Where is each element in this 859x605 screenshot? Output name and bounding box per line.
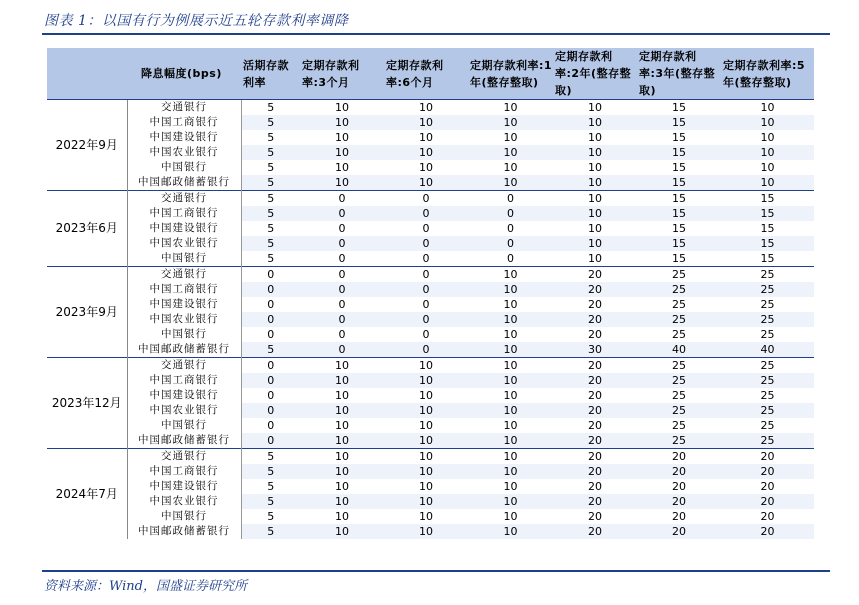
rate-cut-value: 10: [335, 480, 349, 493]
rate-cut-value: 20: [588, 389, 602, 402]
rate-cut-value: 0: [338, 298, 346, 311]
rate-cut-value: 0: [267, 419, 275, 432]
table-row: [47, 191, 814, 207]
table-row: [47, 130, 814, 145]
rate-cut-value: 0: [267, 389, 275, 402]
bank-cell: 中国邮政储蓄银行: [127, 175, 241, 191]
header-cell: 定期存款利率:3年(整存整取): [637, 48, 721, 100]
rate-cut-value: 10: [300, 464, 384, 479]
rate-cut-value: 0: [384, 342, 468, 358]
bank-cell: 中国农业银行: [127, 145, 241, 160]
rate-cut-value: 10: [553, 175, 637, 191]
rate-cut-value: 0: [300, 342, 384, 358]
bank-cell: 中国农业银行: [127, 403, 241, 418]
rate-cut-value: 0: [300, 312, 384, 327]
table-row: [47, 221, 814, 236]
rate-cut-value: 25: [637, 433, 721, 449]
rate-cut-value: 0: [422, 328, 430, 341]
rate-cut-value: 10: [503, 328, 518, 341]
rate-cut-value: 5: [241, 175, 300, 191]
rate-cut-value: 10: [553, 115, 637, 130]
bottom-rule: [42, 570, 830, 572]
rate-cut-value: 5: [267, 252, 275, 265]
rate-cut-value: 10: [419, 101, 433, 114]
rate-cut-value: 0: [300, 191, 384, 207]
rate-cut-value: 5: [267, 161, 275, 174]
rate-cut-value: 10: [721, 145, 814, 160]
rate-cut-value: 10: [384, 358, 468, 374]
rate-cut-value: 5: [241, 342, 300, 358]
rate-cut-value: 10: [300, 494, 384, 509]
table-row: [47, 464, 814, 479]
bank-cell: 交通银行: [127, 358, 241, 374]
rate-cut-value: 0: [241, 358, 300, 374]
table-row: [47, 433, 814, 449]
bank-cell: 交通银行: [127, 267, 241, 283]
bank-cell: 中国银行: [127, 251, 241, 267]
header-cell: 定期存款利率:5年(整存整取): [721, 48, 814, 100]
bank-cell: 中国建设银行: [127, 297, 241, 312]
rate-cut-value: 25: [760, 298, 775, 311]
table-row: [47, 236, 814, 251]
rate-cut-value: 10: [468, 282, 553, 297]
table-row: [47, 358, 814, 374]
rate-cut-value: 0: [267, 298, 275, 311]
bank-cell: 中国农业银行: [127, 236, 241, 251]
bank-cell: 中国邮政储蓄银行: [127, 342, 241, 358]
rate-cut-value: 0: [300, 267, 384, 283]
rate-cut-value: 15: [760, 222, 775, 235]
table-row: [47, 206, 814, 221]
rate-cut-value: 0: [300, 282, 384, 297]
rate-cut-value: 15: [637, 175, 721, 191]
rate-cut-value: 20: [553, 267, 637, 283]
rate-cut-value: 10: [384, 175, 468, 191]
table-row: [47, 509, 814, 524]
rate-cut-value: 5: [241, 449, 300, 465]
table-row: [47, 312, 814, 327]
bank-cell: 中国银行: [127, 327, 241, 342]
rate-cut-value: 10: [335, 101, 349, 114]
rate-cut-value: 0: [384, 282, 468, 297]
rate-cut-value: 0: [422, 222, 430, 235]
rate-cut-value: 5: [241, 236, 300, 251]
rate-cut-value: 10: [384, 494, 468, 509]
bank-cell: 交通银行: [127, 449, 241, 465]
rate-cut-value: 0: [300, 236, 384, 251]
rate-cut-value: 10: [419, 161, 433, 174]
bank-cell: 中国农业银行: [127, 312, 241, 327]
rate-cut-value: 0: [241, 312, 300, 327]
rate-cut-value: 5: [267, 131, 275, 144]
table-header-row: [47, 48, 814, 100]
rate-cut-value: 10: [553, 236, 637, 251]
rate-cut-value: 10: [384, 403, 468, 418]
rate-cut-value: 15: [672, 252, 686, 265]
rate-cut-value: 20: [637, 449, 721, 465]
period-cell: 2022年9月: [47, 100, 127, 191]
bank-cell: 中国农业银行: [127, 494, 241, 509]
rate-cut-value: 15: [637, 115, 721, 130]
rate-cut-value: 10: [335, 510, 349, 523]
rate-cut-value: 5: [267, 510, 275, 523]
rate-cut-value: 10: [468, 358, 553, 374]
rate-cut-value: 10: [419, 480, 433, 493]
rate-cut-value: 10: [384, 145, 468, 160]
rate-cut-value: 10: [588, 101, 602, 114]
table-row: [47, 145, 814, 160]
rate-cut-value: 20: [553, 464, 637, 479]
rate-cut-value: 10: [468, 449, 553, 465]
rate-cut-value: 10: [588, 222, 602, 235]
rate-cut-value: 20: [553, 312, 637, 327]
rate-cut-value: 20: [553, 373, 637, 388]
rate-cut-value: 0: [338, 222, 346, 235]
bank-cell: 中国建设银行: [127, 388, 241, 403]
table-row: [47, 449, 814, 465]
table-row: [47, 115, 814, 130]
rate-cut-value: 10: [419, 131, 433, 144]
bank-cell: 中国工商银行: [127, 115, 241, 130]
rate-cut-value: 10: [503, 389, 518, 402]
rate-cut-value: 10: [721, 175, 814, 191]
bank-cell: 交通银行: [127, 100, 241, 116]
rate-cut-value: 5: [241, 191, 300, 207]
rate-cut-value: 0: [338, 252, 346, 265]
source-note: 资料来源：Wind，国盛证券研究所: [44, 579, 247, 594]
table-row: [47, 100, 814, 116]
rate-cut-value: 15: [760, 252, 775, 265]
rate-cut-value: 25: [637, 267, 721, 283]
header-cell: 定期存款利率:6个月: [384, 48, 468, 100]
rate-cut-value: 15: [672, 131, 686, 144]
rate-cut-value: 10: [335, 161, 349, 174]
rate-cut-value: 0: [241, 373, 300, 388]
rate-cut-value: 25: [721, 267, 814, 283]
rate-cut-value: 10: [553, 145, 637, 160]
rate-cut-value: 15: [721, 206, 814, 221]
table-row: [47, 160, 814, 175]
rate-cut-value: 25: [637, 403, 721, 418]
table-row: [47, 418, 814, 433]
rate-cut-value: 10: [468, 312, 553, 327]
rate-cut-value: 25: [721, 282, 814, 297]
bank-cell: 中国建设银行: [127, 479, 241, 494]
rate-cut-value: 25: [637, 358, 721, 374]
header-cell: 定期存款利率:2年(整存整取): [553, 48, 637, 100]
rate-cut-value: 10: [468, 494, 553, 509]
rate-cut-value: 10: [384, 449, 468, 465]
header-cell: [47, 48, 127, 100]
rate-cut-value: 10: [503, 298, 518, 311]
figure-title: 图表 1：以国有行为例展示近五轮存款利率调降: [44, 13, 349, 29]
rate-cut-value: 20: [637, 524, 721, 539]
rate-cut-value: 20: [588, 419, 602, 432]
bank-cell: 交通银行: [127, 191, 241, 207]
rate-cut-value: 25: [721, 433, 814, 449]
rate-cut-value: 10: [553, 191, 637, 207]
rate-cut-value: 5: [241, 524, 300, 539]
bank-cell: 中国工商银行: [127, 282, 241, 297]
bank-cell: 中国邮政储蓄银行: [127, 433, 241, 449]
rate-cut-value: 10: [335, 389, 349, 402]
rate-cut-value: 10: [721, 115, 814, 130]
rate-cut-value: 10: [503, 161, 518, 174]
rate-cut-value: 10: [384, 464, 468, 479]
rate-cut-value: 10: [300, 373, 384, 388]
table-row: [47, 388, 814, 403]
rate-cut-value: 10: [468, 145, 553, 160]
table-row: [47, 251, 814, 267]
rate-cut-value: 5: [241, 464, 300, 479]
header-cell: 活期存款利率: [241, 48, 300, 100]
rate-cut-value: 5: [241, 115, 300, 130]
rate-cut-value: 10: [503, 131, 518, 144]
rate-cut-value: 0: [241, 403, 300, 418]
rate-cut-value: 25: [721, 358, 814, 374]
rate-cut-value: 30: [553, 342, 637, 358]
rate-cut-value: 25: [721, 373, 814, 388]
table-row: [47, 494, 814, 509]
rate-cut-value: 10: [419, 510, 433, 523]
rate-cut-value: 10: [300, 403, 384, 418]
rate-cut-value: 0: [507, 252, 514, 265]
period-cell: 2023年9月: [47, 267, 127, 358]
rate-cut-value: 0: [384, 267, 468, 283]
table-row: [47, 282, 814, 297]
rate-cut-value: 10: [503, 419, 518, 432]
rate-cut-value: 10: [503, 510, 518, 523]
table-row: [47, 297, 814, 312]
rate-cut-value: 25: [672, 328, 686, 341]
period-cell: 2023年6月: [47, 191, 127, 267]
rate-cut-value: 20: [553, 449, 637, 465]
rate-cut-value: 10: [503, 480, 518, 493]
rate-cut-value: 20: [721, 449, 814, 465]
table-row: [47, 342, 814, 358]
rate-cut-value: 20: [637, 464, 721, 479]
rate-cut-value: 20: [588, 510, 602, 523]
rate-cut-value: 0: [422, 252, 430, 265]
rate-cut-value: 10: [760, 101, 775, 114]
rate-cut-value: 25: [672, 419, 686, 432]
rate-cut-value: 20: [721, 524, 814, 539]
bank-cell: 中国银行: [127, 418, 241, 433]
rate-cut-value: 20: [553, 433, 637, 449]
rate-cut-value: 0: [384, 206, 468, 221]
rate-cut-value: 20: [760, 510, 775, 523]
rate-cut-value: 0: [507, 222, 514, 235]
rate-cut-value: 10: [468, 267, 553, 283]
bank-cell: 中国邮政储蓄银行: [127, 524, 241, 539]
table-row: [47, 403, 814, 418]
rate-cut-value: 40: [721, 342, 814, 358]
rate-cut-value: 10: [588, 161, 602, 174]
rate-cut-value: 10: [384, 115, 468, 130]
rate-cut-value: 25: [637, 282, 721, 297]
rate-cut-value: 5: [241, 206, 300, 221]
rate-cut-value: 15: [637, 236, 721, 251]
rate-cut-value: 0: [384, 236, 468, 251]
rate-cut-value: 10: [300, 358, 384, 374]
rate-cut-value: 20: [672, 480, 686, 493]
bank-cell: 中国工商银行: [127, 373, 241, 388]
rate-cut-value: 0: [468, 236, 553, 251]
table-row: [47, 373, 814, 388]
rate-cut-value: 0: [468, 191, 553, 207]
table-row: [47, 479, 814, 494]
rate-cut-value: 0: [422, 298, 430, 311]
rate-cut-value: 10: [468, 342, 553, 358]
rate-cut-value: 0: [468, 206, 553, 221]
rate-cut-value: 0: [338, 328, 346, 341]
bank-cell: 中国建设银行: [127, 221, 241, 236]
table-row: [47, 327, 814, 342]
rate-cut-value: 0: [241, 433, 300, 449]
rate-cut-value: 40: [637, 342, 721, 358]
rate-cut-value: 20: [553, 403, 637, 418]
rate-cut-value: 15: [721, 191, 814, 207]
rate-cut-value: 15: [637, 145, 721, 160]
header-cell: 定期存款利率:3个月: [300, 48, 384, 100]
rate-cut-value: 25: [760, 419, 775, 432]
rate-cut-value: 20: [553, 524, 637, 539]
rate-cut-value: 10: [419, 389, 433, 402]
rate-cut-value: 25: [721, 312, 814, 327]
bank-cell: 中国工商银行: [127, 464, 241, 479]
bank-cell: 中国工商银行: [127, 206, 241, 221]
rate-cut-value: 20: [553, 358, 637, 374]
rate-cut-value: 10: [468, 373, 553, 388]
top-rule: [42, 33, 830, 35]
rate-cut-value: 20: [553, 282, 637, 297]
rate-cut-value: 20: [637, 494, 721, 509]
rate-cut-value: 0: [384, 191, 468, 207]
rate-cut-value: 5: [267, 101, 275, 114]
rate-cut-value: 10: [468, 464, 553, 479]
rate-cut-value: 10: [300, 175, 384, 191]
rate-cut-value: 0: [241, 267, 300, 283]
rate-cut-value: 25: [637, 373, 721, 388]
rate-cut-value: 15: [637, 191, 721, 207]
rate-cut-value: 15: [672, 222, 686, 235]
rate-cut-value: 25: [760, 389, 775, 402]
rate-cut-value: 15: [637, 206, 721, 221]
rate-cut-value: 10: [468, 403, 553, 418]
rate-cut-value: 5: [241, 145, 300, 160]
header-cell: 定期存款利率:1年(整存整取): [468, 48, 553, 100]
rate-cut-value: 10: [419, 419, 433, 432]
rate-cut-value: 10: [468, 433, 553, 449]
rate-cut-value: 10: [335, 131, 349, 144]
period-cell: 2023年12月: [47, 358, 127, 449]
rate-cut-value: 10: [553, 206, 637, 221]
rate-cut-value: 10: [468, 175, 553, 191]
period-cell: 2024年7月: [47, 449, 127, 540]
rate-cut-value: 10: [335, 419, 349, 432]
rate-cut-value: 20: [672, 510, 686, 523]
table-body: [47, 100, 814, 540]
rate-cut-value: 0: [300, 206, 384, 221]
rate-cut-value: 0: [384, 312, 468, 327]
rate-cut-value: 25: [760, 328, 775, 341]
rate-cut-value: 20: [721, 494, 814, 509]
bank-cell: 中国建设银行: [127, 130, 241, 145]
rate-cut-value: 10: [384, 433, 468, 449]
rate-cut-value: 10: [588, 131, 602, 144]
rate-cut-value: 20: [588, 298, 602, 311]
rate-cut-value: 15: [672, 101, 686, 114]
rate-cut-value: 10: [588, 252, 602, 265]
rate-cut-value: 20: [588, 480, 602, 493]
rate-cut-value: 10: [300, 433, 384, 449]
rate-cut-value: 10: [300, 115, 384, 130]
rate-cut-value: 5: [267, 480, 275, 493]
rate-cut-value: 10: [384, 524, 468, 539]
rate-cut-value: 20: [588, 328, 602, 341]
rate-cut-value: 20: [721, 464, 814, 479]
rate-cut-value: 10: [300, 449, 384, 465]
rate-cut-value: 5: [241, 494, 300, 509]
rate-cut-value: 10: [468, 115, 553, 130]
rate-cut-value: 25: [721, 403, 814, 418]
rate-cut-value: 10: [300, 145, 384, 160]
bank-cell: 中国银行: [127, 509, 241, 524]
rate-cut-value: 10: [760, 131, 775, 144]
table-row: [47, 175, 814, 191]
rate-cut-value: 10: [384, 373, 468, 388]
rate-cut-value: 5: [267, 222, 275, 235]
rate-cut-value: 10: [300, 524, 384, 539]
table-row: [47, 524, 814, 539]
rate-cut-value: 20: [760, 480, 775, 493]
rate-cut-value: 25: [637, 312, 721, 327]
rate-cut-value: 15: [721, 236, 814, 251]
rate-cut-value: 10: [760, 161, 775, 174]
rate-cut-table: [47, 48, 814, 539]
bank-cell: 中国银行: [127, 160, 241, 175]
rate-cut-value: 0: [241, 282, 300, 297]
rate-cut-value: 25: [672, 298, 686, 311]
header-cell: 降息幅度(bps): [127, 48, 241, 100]
rate-cut-value: 15: [672, 161, 686, 174]
rate-cut-value: 10: [503, 101, 518, 114]
table-row: [47, 267, 814, 283]
rate-cut-value: 0: [267, 328, 275, 341]
rate-cut-value: 25: [672, 389, 686, 402]
rate-cut-value: 10: [468, 524, 553, 539]
rate-cut-value: 20: [553, 494, 637, 509]
